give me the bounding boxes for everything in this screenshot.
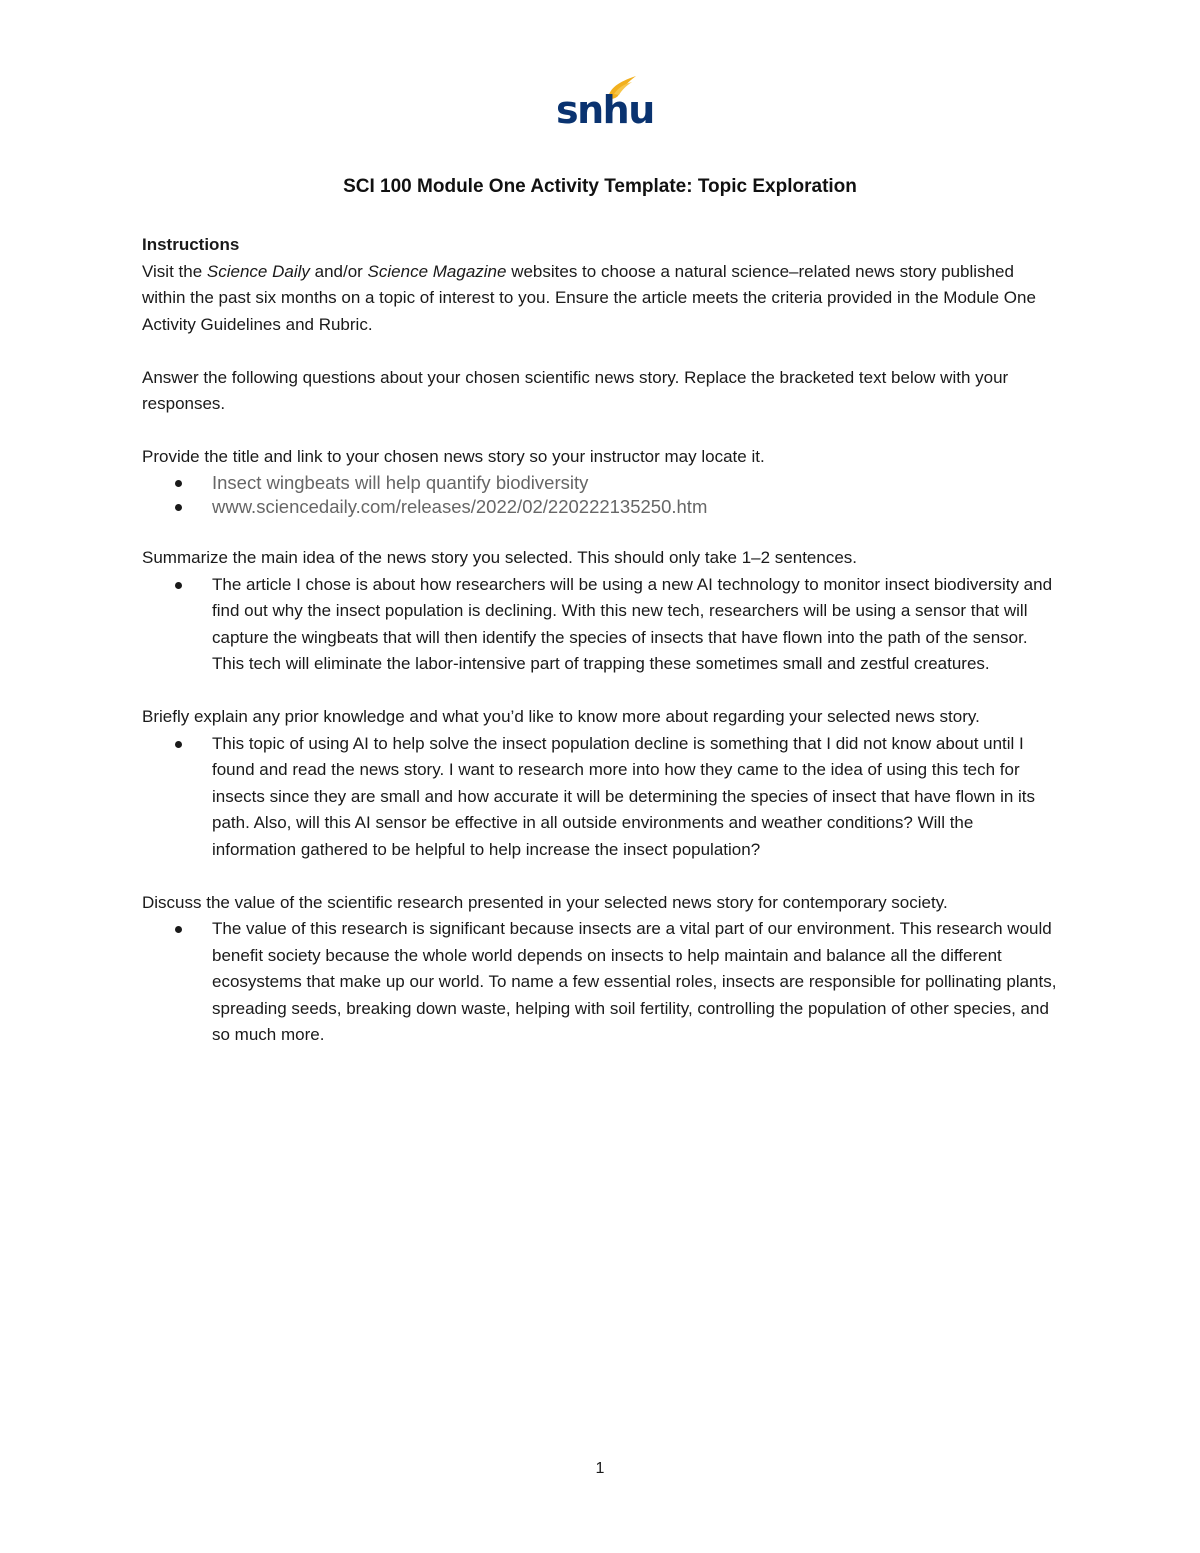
answer-article-title: Insect wingbeats will help quantify biodiversity: [212, 471, 1062, 495]
bullet-icon: [175, 926, 182, 933]
question-2-prompt: Summarize the main idea of the news story you selected. This should only take 1–2 sentences.: [142, 548, 858, 567]
instructions-heading: Instructions: [142, 235, 240, 254]
question-1-answers: [142, 471, 1062, 519]
science-daily-name: Science Daily: [206, 261, 310, 281]
question-2-answers: [142, 572, 1062, 678]
snhu-logo: [556, 74, 654, 134]
answer-article-link: www.sciencedaily.com/releases/2022/02/220222135250.htm: [212, 495, 1062, 519]
question-4-prompt: Discuss the value of the scientific research presented in your selected news story for contemporary society.: [142, 892, 948, 912]
question-3-prompt: Briefly explain any prior knowledge and what you’d like to know more about regarding your selected news story.: [142, 707, 980, 726]
answer-summary: The article I chose is about how researchers will be using a new AI technology to monitor insect biodiversity and find out why the insect population is declining. With this new tech, researchers will be using a sensor that will capture the wingbeats that will then identify the species of insects that have flown into the path of the sensor. This tech will eliminate the labor-intensive part of trapping these sometimes small and zestful creatures.: [212, 572, 1062, 678]
question-4-answers: [142, 916, 1062, 1049]
bullet-icon: [175, 480, 182, 487]
question-1-prompt: Provide the title and link to your chosen news story so your instructor may locate it.: [142, 447, 765, 466]
answer-prior-knowledge: This topic of using AI to help solve the insect population decline is something that I did not know about until I found and read the news story. I want to research more into how they came to the idea of using this tech for insects since they are small and how accurate it will be determining the species of insect that have flown in its path. Also, will this AI sensor be effective in all outside environments and weather conditions? Will the information gathered to be helpful to help increase the insect population?: [212, 731, 1062, 864]
bullet-icon: [175, 504, 182, 511]
science-magazine-name: Science Magazine: [367, 261, 507, 281]
question-3-answers: [142, 731, 1062, 864]
bullet-icon: [175, 741, 182, 748]
bullet-icon: [175, 582, 182, 589]
instructions-paragraph-2: Answer the following questions about your chosen scientific news story. Replace the bracketed text below with your responses.: [142, 367, 1009, 413]
document-body: [142, 232, 1062, 1049]
page-number: 1: [595, 1460, 605, 1477]
instructions-paragraph-1: Visit the Science Daily and/or Science Magazine websites to choose a natural science–related news story published within the past six months on a topic of interest to you. Ensure the article meets the criteria provided in the Module One Activity Guidelines and Rubric.: [142, 261, 1036, 334]
document-title: SCI 100 Module One Activity Template: Topic Exploration: [343, 176, 857, 197]
logo-wordmark: snhu: [556, 88, 654, 132]
answer-value: The value of this research is significant because insects are a vital part of our environment. This research would benefit society because the whole world depends on insects to help maintain and balance all the different ecosystems that make up our world. To name a few essential roles, insects are responsible for pollinating plants, spreading seeds, breaking down waste, helping with soil fertility, controlling the population of other species, and so much more.: [212, 916, 1062, 1049]
